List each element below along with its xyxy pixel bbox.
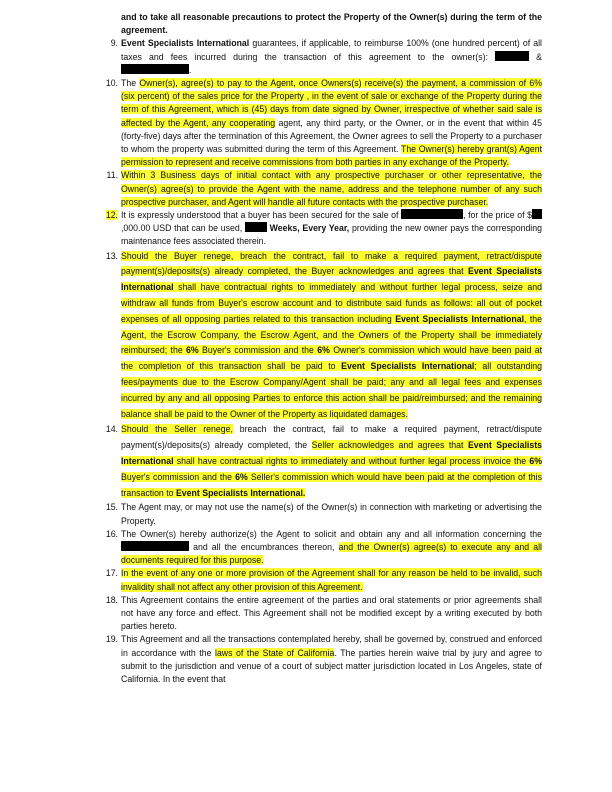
clause-number: 15. [105,502,118,513]
highlight: Within 3 Business days of initial contact with any prospective purchaser or other representative, the Owner(s) agree(s) to provide the Agent with the name, address and the telephone number of any such prospective purchaser, and Agent will handle all future contacts with the prospective purchaser. [121,170,542,207]
clause-13 [100,249,542,423]
intro-continuation: and to take all reasonable precautions to protect the Property of the Owner(s) during the term of the agreement. [121,12,542,36]
highlight: Owner(s), agree(s) to pay to the Agent, once Owners(s) receive(s) the payment, a commission of 6% (six percent) of the sales price for the Property , in the event of sale or exchange of the Property during the term of this Agreement, which is (45) days from date signed by Owner, irrespective of whether said sale is affected by the Agent, any cooperating [121,78,542,128]
clause-number: 18. [105,594,118,605]
clause-number: 11. [106,170,118,181]
clause-17 [100,567,542,593]
clause-10: 10. The Owner(s), agree(s) to pay to the Agent, once Owners(s) receive(s) the payment, a commission of 6% (six percent) of the sales price for the Property , in the event of sale or exchange of the Property during the term of this Agreement, which is (45) days from date signed by Owner, irrespective of whether said sale is affected by the Agent, any cooperating agent, any third party, or the Owner, or in the event that within 45 (forty-five) days after the termination of this Agreement, the Owner agrees to sell the Property to a purchaser to whom the property was submitted during the term of this Agreement. The Owner(s) hereby grant(s) Agent permission to represent and receive commissions from both parties in any exchange of the Property. [100,77,542,169]
clause-15: 15. The Agent may, or may not use the name(s) of the Owner(s) in connection with marketing or advertising the Property. [100,501,542,527]
redacted-owner-name [121,64,189,74]
clause-number: 12. [105,210,118,221]
highlight: laws of the State of California [215,647,335,658]
clause-number: 9. [110,38,118,49]
highlight: Seller acknowledges and agrees that Event Specialists International shall have contractual rights to immediately and without further legal process invoice the 6% Buyer's commission and the 6% Seller's commission which would have been paid at the completion of this transaction to Event Specialists International. [121,440,542,498]
clause-12: 12. It is expressly understood that a buyer has been secured for the sale of , for the price of $,000.00 USD that can be used, Weeks, Every Year, providing the new owner pays the corresponding maintenance fees associated therein. [100,209,542,249]
clause-number: 17. [105,568,118,579]
redacted-weeks [245,222,267,232]
redacted-owner-name [495,51,529,61]
clause-11 [100,169,542,209]
highlight: and the Owner(s) agree(s) to execute any and all documents required for this purpose. [121,542,543,566]
highlight: In the event of any one or more provision of the Agreement shall for any reason be held to be invalid, such invalidity shall not affect any other provision of this Agreement. [121,568,542,592]
redacted-property [121,541,189,551]
clause-number: 16. [105,528,118,539]
highlight: Should the Seller renege, [121,424,233,435]
agreement-body [100,11,542,686]
clause-number: 10. [105,78,118,89]
highlight: The Owner(s) hereby grant(s) Agent permission to represent and receive commissions from both parties in any exchange of the Property. [121,144,542,168]
redacted-price [532,209,542,219]
clause-number: 14. [105,424,118,435]
clause-18: 18. This Agreement contains the entire agreement of the parties and oral statements or prior agreements shall not have any force and effect. This Agreement shall not be modified except by a writing executed by both parties hereto. [100,594,542,634]
clause-16: 16. The Owner(s) hereby authorize(s) the Agent to solicit and obtain any and all information concerning the and all the encumbrances thereon, and the Owner(s) agree(s) to execute any and all documents required for this purpose. [100,528,542,568]
clause-9: 9. Event Specialists International guarantees, if applicable, to reimburse 100% (one hundred percent) of all taxes and fees incurred during the transaction of this agreement to the owner(s): & . [100,37,542,77]
clause-number: 19. [105,634,118,645]
highlight: Should the Buyer renege, breach the contract, fail to make a required payment, retract/dispute payment(s)/deposits(s) already completed, the Buyer acknowledges and agrees that Event Specialists International shall have contractual rights to immediately and without further legal process, seize and withdraw all funds from Buyer's escrow account and to distribute said funds as follows: all out of pocket expenses of all opposing parties related to this transaction including Event Specialists International, the Agent, the Escrow Company, the Escrow Agent, and the Owners of the Property shall be immediately reimbursed; the 6% Buyer's commission and the 6% Owner's commission which would have been paid at the completion of this transaction shall be paid to Event Specialists International; all outstanding fees/payments due to the Escrow Company/Agent shall be paid; any and all legal fees and expenses incurred by any and all opposing Parties to enforce this action shall be paid/reimbursed; and the remaining balance shall be paid to the Owner of the Property as liquidated damages. [121,250,543,419]
clause-19: 19. This Agreement and all the transactions contemplated hereby, shall be governed by, construed and enforced in accordance with the laws of the State of California. The parties herein waive trial by jury and agree to submit to the jurisdiction and venue of a court of subject matter jurisdiction located in Los Angeles, state of California. In the event that [100,633,542,686]
clause-number: 13. [105,250,118,261]
clause-14: 14. Should the Seller renege, breach the contract, fail to make a required payment, retract/dispute payment(s)/deposits(s) already completed, the Seller acknowledges and agrees that Event Specialists International shall have contractual rights to immediately and without further legal process invoice the 6% Buyer's commission and the 6% Seller's commission which would have been paid at the completion of this transaction to Event Specialists International. [100,422,542,501]
redacted-property [401,209,463,219]
